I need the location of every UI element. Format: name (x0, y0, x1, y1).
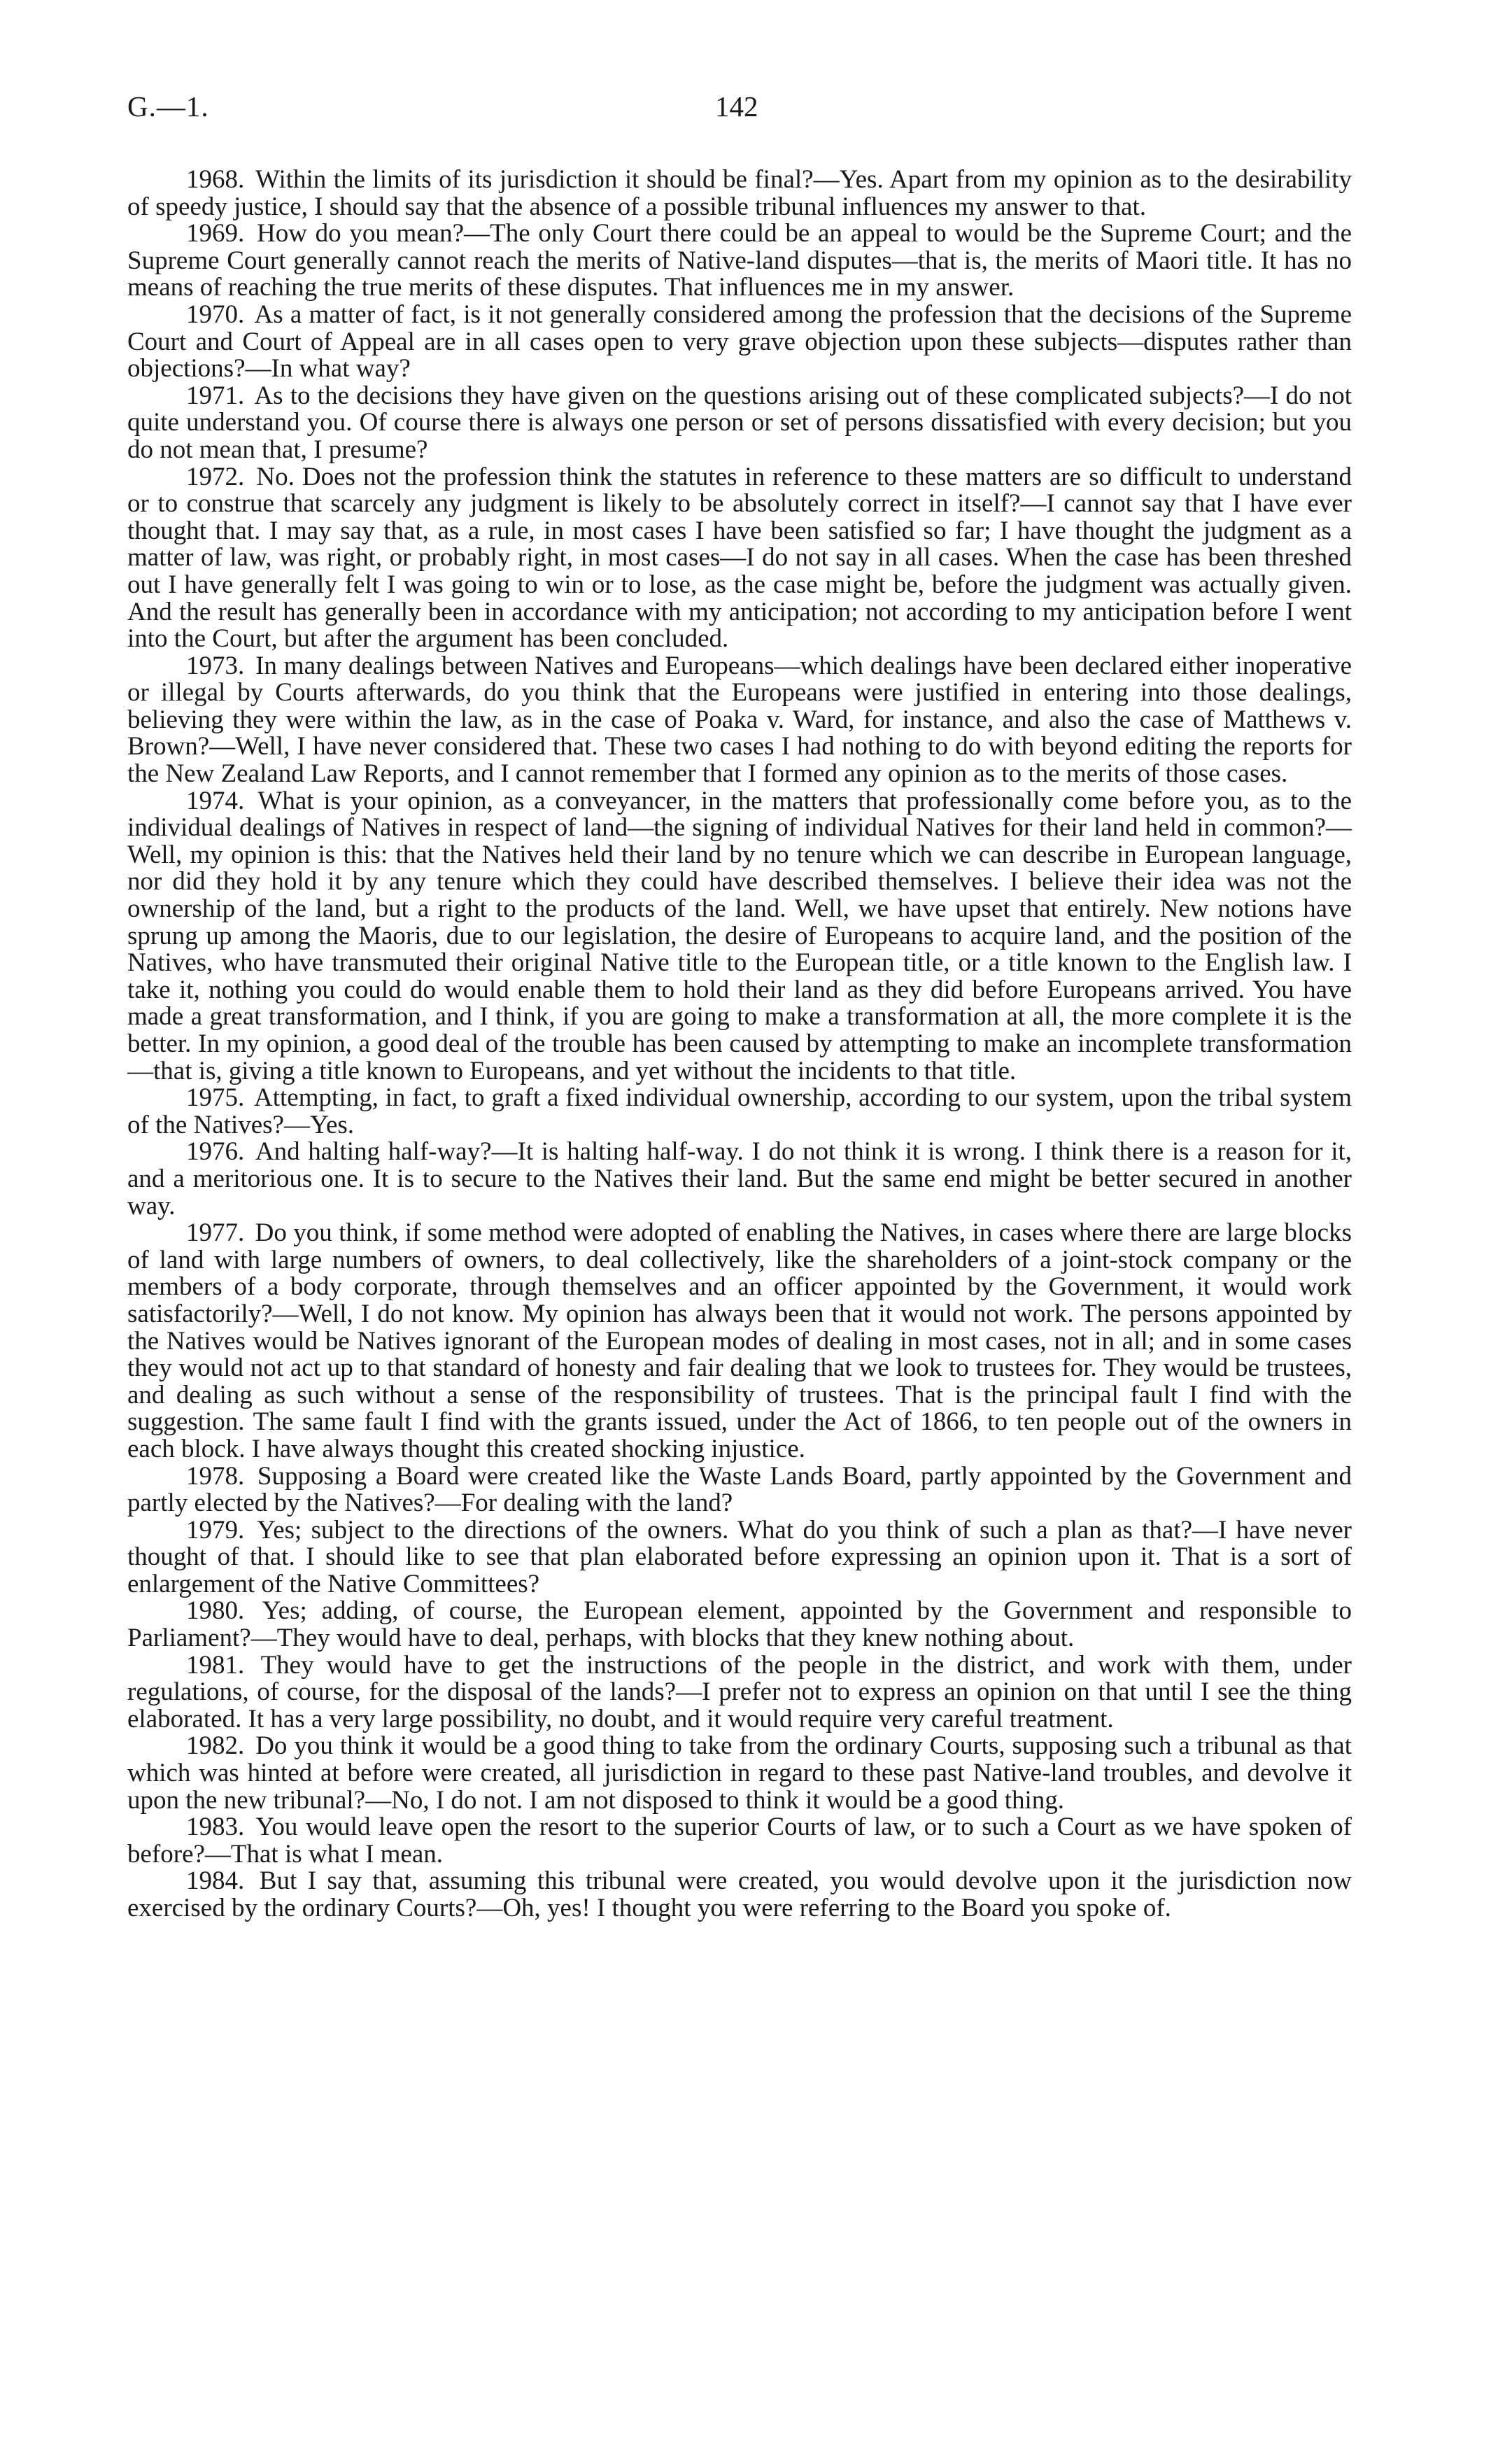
question-number: 1968. (186, 165, 245, 194)
paragraph-text: Supposing a Board were created like the Waste Lands Board, partly appointed by the Government and partly elected by the Natives?—For dealing with the land? (127, 1461, 1352, 1518)
question-number: 1978. (186, 1461, 245, 1491)
paragraph-1984 (127, 1868, 1352, 1922)
question-number: 1975. (186, 1083, 245, 1113)
paragraph-text: Within the limits of its jurisdiction it should be final?—Yes. Apart from my opinion as to the desirability of speedy justice, I should say that the absence of a possible tribunal influences my answer to that. (127, 165, 1352, 221)
paragraph-text: And halting half-way?—It is halting half-way. I do not think it is wrong. I think there is a reason for it, and a meritorious one. It is to secure to the Natives their land. But the same end might be better secured in another way. (127, 1137, 1352, 1221)
paragraph-1982 (127, 1733, 1352, 1814)
paragraph-1974 (127, 788, 1352, 1085)
question-number: 1972. (186, 462, 245, 491)
paragraph-1969 (127, 220, 1352, 302)
question-number: 1974. (186, 786, 245, 815)
paragraph-text: You would leave open the resort to the superior Courts of law, or to such a Court as we have spoken of before?—That is what I mean. (127, 1813, 1352, 1869)
paragraph-text: How do you mean?—The only Court there could be an appeal to would be the Supreme Court; and the Supreme Court generally cannot reach the merits of Native-land disputes—that is, the merits of Maori title. It has no means of reaching the true merits of these disputes. That influences me in my answer. (127, 219, 1352, 302)
question-number: 1979. (186, 1515, 245, 1545)
question-number: 1983. (186, 1813, 245, 1842)
paragraph-1981 (127, 1652, 1352, 1733)
paragraph-text: They would have to get the instructions of the people in the district, and work with them, under regulations, of course, for the disposal of the lands?—I prefer not to express an opinion on that until I see the thing elaborated. It has a very large possibility, no doubt, and it would require very careful treatment. (127, 1650, 1352, 1733)
paragraph-1972 (127, 464, 1352, 653)
body-text (127, 167, 1352, 1922)
question-number: 1984. (186, 1866, 245, 1896)
question-number: 1982. (186, 1731, 245, 1761)
paragraph-1979 (127, 1517, 1352, 1598)
question-number: 1977. (186, 1218, 245, 1248)
paragraph-1971 (127, 383, 1352, 464)
page-number: 142 (715, 90, 758, 122)
paragraph-1970 (127, 302, 1352, 383)
paragraph-text: As a matter of fact, is it not generally considered among the profession that the decisions of the Supreme Court and Court of Appeal are in all cases open to very grave objection upon these subjects—disputes rather than objections?—In what way? (127, 300, 1352, 384)
paragraph-text: What is your opinion, as a conveyancer, in the matters that professionally come before you, as to the individual dealings of Natives in respect of land—the signing of individual Natives for their land held in common?—Well, my opinion is this: that the Natives held their land by no tenure which we can describe in European language, nor did they hold it by any tenure which they could have described themselves. I believe their idea was not the ownership of the land, but a right to the products of the land. Well, we have upset that entirely. New notions have sprung up among the Maoris, due to our legislation, the desire of Europeans to acquire land, and the position of the Natives, who have transmuted their original Native title to the European title, or a title known to the English law. I take it, nothing you could do would enable them to hold their land as they did before Europeans arrived. You have made a great transformation, and I think, if you are going to make a transformation at all, the more complete it is the better. In my opinion, a good deal of the trouble has been caused by attempting to make an incomplete transformation—that is, giving a title known to Europeans, and yet without the incidents to that title. (127, 786, 1352, 1085)
question-number: 1980. (186, 1596, 245, 1626)
paragraph-1977 (127, 1220, 1352, 1463)
paragraph-text: Do you think, if some method were adopted of enabling the Natives, in cases where there are large blocks of land with large numbers of owners, to deal collectively, like the shareholders of a joint-stock company or the members of a body corporate, through themselves and an officer appointed by the Government, it would work satisfactorily?—Well, I do not know. My opinion has always been that it would not work. The persons appointed by the Natives would be Natives ignorant of the European modes of dealing in most cases, not in all; and in some cases they would not act up to that standard of honesty and fair dealing that we look to trustees for. They would be trustees, and dealing as such without a sense of the responsibility of trustees. That is the principal fault I find with the suggestion. The same fault I find with the grants issued, under the Act of 1866, to ten people out of the owners in each block. I have always thought this created shocking injustice. (127, 1218, 1352, 1463)
paragraph-text: Attempting, in fact, to graft a fixed individual ownership, according to our system, upon the tribal system of the Natives?—Yes. (127, 1083, 1352, 1139)
paragraph-text: Yes; subject to the directions of the owners. What do you think of such a plan as that?—I have never thought of that. I should like to see that plan elaborated before expressing an opinion upon it. That is a sort of enlargement of the Native Committees? (127, 1515, 1352, 1598)
paragraph-text: In many dealings between Natives and Europeans—which dealings have been declared either inoperative or illegal by Courts afterwards, do you think that the Europeans were justified in entering into those dealings, believing they were within the law, as in the case of Poaka v. Ward, for instance, and also the case of Matthews v. Brown?—Well, I have never considered that. These two cases I had nothing to do with beyond editing the reports for the New Zealand Law Reports, and I cannot remember that I formed any opinion as to the merits of those cases. (127, 651, 1352, 789)
question-number: 1973. (186, 651, 245, 680)
question-number: 1981. (186, 1650, 245, 1680)
document-reference: G.—1. (127, 90, 209, 122)
paragraph-1968 (127, 167, 1352, 220)
paragraph-1978 (127, 1463, 1352, 1517)
question-number: 1969. (186, 219, 245, 248)
paragraph-text: As to the decisions they have given on the questions arising out of these complicated subjects?—I do not quite understand you. Of course there is always one person or set of persons dissatisfied with every decision; but you do not mean that, I presume? (127, 381, 1352, 464)
paragraph-text: Yes; adding, of course, the European element, appointed by the Government and responsible to Parliament?—They would have to deal, perhaps, with blocks that they knew nothing about. (127, 1596, 1352, 1653)
page-header (127, 90, 1364, 132)
paragraph-text: But I say that, assuming this tribunal were created, you would devolve upon it the jurisdiction now exercised by the ordinary Courts?—Oh, yes! I thought you were referring to the Board you spoke of. (127, 1866, 1352, 1922)
question-number: 1970. (186, 300, 245, 329)
paragraph-1975 (127, 1085, 1352, 1139)
paragraph-text: No. Does not the profession think the statutes in reference to these matters are so difficult to understand or to construe that scarcely any judgment is likely to be absolutely correct in itself?—I cannot say that I have ever thought that. I may say that, as a rule, in most cases I have been satisfied so far; I have thought the judgment as a matter of law, was right, or probably right, in most cases—I do not say in all cases. When the case has been threshed out I have generally felt I was going to win or to lose, as the case might be, before the judgment was actually given. And the result has generally been in accordance with my anticipation; not according to my anticipation before I went into the Court, but after the argument has been concluded. (127, 462, 1352, 654)
paragraph-1980 (127, 1598, 1352, 1652)
paragraph-1973 (127, 653, 1352, 788)
question-number: 1971. (186, 381, 245, 410)
paragraph-1983 (127, 1814, 1352, 1868)
paragraph-text: Do you think it would be a good thing to take from the ordinary Courts, supposing such a tribunal as that which was hinted at before were created, all jurisdiction in regard to these past Native-land troubles, and devolve it upon the new tribunal?—No, I do not. I am not disposed to think it would be a good thing. (127, 1731, 1352, 1815)
question-number: 1976. (186, 1137, 245, 1167)
paragraph-1976 (127, 1139, 1352, 1220)
